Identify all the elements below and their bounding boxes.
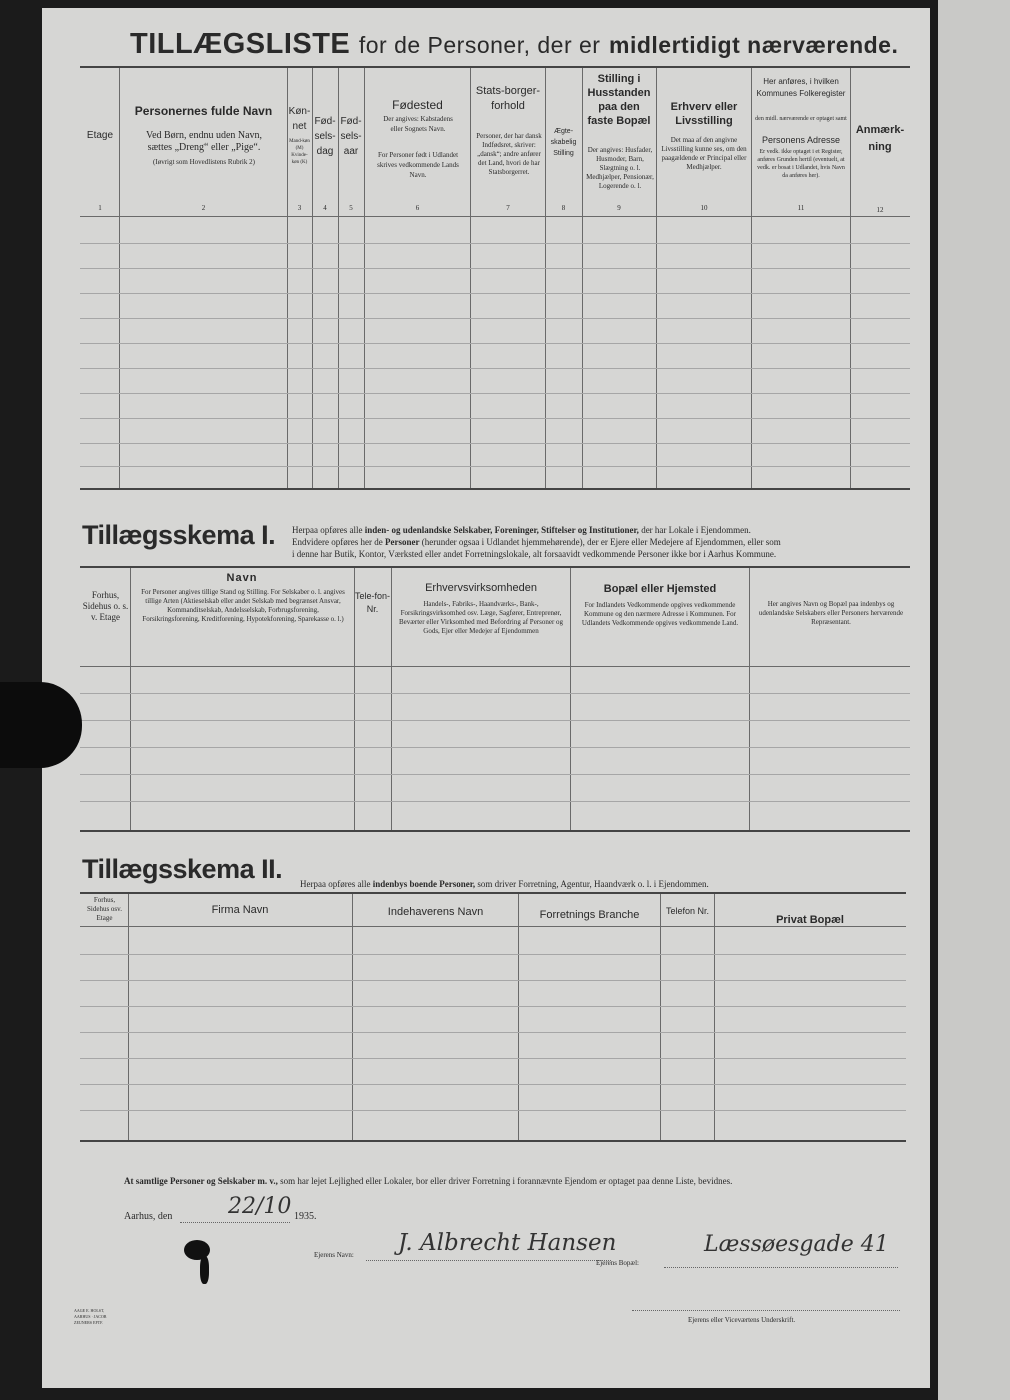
- col-12-number: 12: [876, 206, 884, 214]
- skema1-col-navn-head: Navn: [226, 572, 258, 584]
- skema2-col-telefon: Telefon Nr.: [665, 906, 710, 916]
- document-page: [42, 8, 930, 1388]
- col-name-sub: Ved Børn, endnu uden Navn, sættes „Dreng“ eller „Pige“.: [145, 130, 263, 153]
- col-4-number: 4: [323, 204, 327, 212]
- owner-address-label: Ejerens Bopæl:: [596, 1259, 639, 1267]
- col-9-number: 9: [617, 204, 621, 212]
- skema2-col-privat-bopael: Privat Bopæl: [776, 914, 844, 926]
- skema1-text-line2-bold: Personer: [384, 537, 420, 547]
- col-erhverv-sub: Det maa af den angivne Livsstilling kunne ses, om den paagældende er Principal eller Medhjælper.: [661, 136, 747, 171]
- col-10-number: 10: [700, 204, 708, 212]
- skema1-text-line2-post: (herunder ogsaa i Udlandet hjemmehørende), der er Ejere eller Medejere af Ejendommen, eller som: [419, 537, 781, 547]
- signature-label: Ejerens eller Viceværtens Underskrift.: [688, 1316, 796, 1324]
- skema1-col-bopael-head: Bopæl eller Hjemsted: [603, 583, 717, 595]
- col-statsborger-sub: Personer, der har dansk Indfødsret, skriver: „dansk“; andre anfører det Land, hvori de har Statsborgerret.: [476, 132, 542, 176]
- document-title: [130, 28, 898, 61]
- col-statsborger-head: Stats-borger-forhold: [475, 85, 541, 112]
- skema2-title: Tillægsskema II.: [82, 854, 283, 884]
- skema1-col-navn-sub: For Personer angives tillige Stand og Stilling. For Selskaber o. l. angives tillige Arten (Aktieselskab eller andet Selskab med begrænset Ansvar, Kommanditselskab, Andelsselskab, Forbrugsforening, Forsikringsforening, Kreditforening, Hypotekforening, Sparekasse o. l.): [141, 588, 345, 623]
- title-main: TILLÆGSLISTE: [130, 28, 351, 60]
- col-5-number: 5: [349, 204, 353, 212]
- footer-statement: [124, 1176, 732, 1186]
- col-fodested-sub: Der angives: Kabstadens eller Sognets Navn.: [383, 115, 453, 133]
- skema2-text-post: som driver Forretning, Agentur, Haandværk o. l. i Ejendommen.: [475, 879, 709, 889]
- col-name-note: (Iøvrigt som Hovedlistens Rubrik 2): [153, 158, 255, 166]
- skema2-col-branche: Forretnings Branche: [539, 909, 640, 921]
- footer-statement-bold: At samtlige Personer og Selskaber m. v.,: [124, 1176, 278, 1186]
- col-name-head: Personernes fulde Navn: [134, 104, 273, 118]
- col-folkeregister-head2: Personens Adresse: [761, 135, 841, 145]
- col-11-number: 11: [797, 204, 805, 212]
- col-kon-head: Køn-net: [288, 106, 311, 132]
- skema2-text: [300, 879, 709, 889]
- col-kon-sub: Mand-køn (M) Kvinde-køn (K): [289, 139, 310, 165]
- skema2-col-etage: Forhus, Sidehus osv. Etage: [87, 896, 122, 922]
- col-fodselsdag-head: Fød-sels-dag: [314, 116, 336, 157]
- date-handwritten: 22/10: [228, 1194, 292, 1219]
- owner-address-handwritten: Læssøesgade 41: [704, 1232, 889, 1257]
- skema1-col-bopael-sub: For Indlandets Vedkommende opgives vedkommende Kommune og den nærmere Adresse i Kommunen. For Udlandets Vedkommende opgives vedkommende Land.: [581, 601, 739, 627]
- skema1-text-line1-pre: Herpaa opføres alle: [292, 525, 365, 535]
- col-3-number: 3: [297, 204, 302, 212]
- col-fodested-head: Fødested: [392, 98, 443, 112]
- skema1-text-line1-bold: inden- og udenlandske Selskaber, Foreninger, Stiftelser og Institutioner,: [364, 525, 639, 535]
- skema1-text-line1: [292, 525, 751, 535]
- skema1-col-erhverv-head: Erhvervsvirksomheden: [425, 582, 537, 594]
- col-8-number: 8: [561, 204, 566, 212]
- skema1-col-erhverv-sub: Handels-, Fabriks-, Haandværks-, Bank-, Forsikringsvirksomhed osv. Læge, Sagfører, Entreprenør, Beværter eller Virksomhed med Befordring af Personer og Gods, Ejer eller Medejer af Ejendommen: [398, 600, 564, 635]
- col-folkeregister-note: Er vedk. ikke optaget i et Register, anføres Grunden hertil (eventuelt, at vedk. er bosat i Udlandet, hvis Navn da anføres her).: [757, 149, 845, 179]
- skema2-col-indehaver: Indehaverens Navn: [387, 906, 484, 918]
- skema1-text-line2: [292, 537, 781, 547]
- binder-clip: [0, 682, 82, 768]
- title-rest: for de Personer, der er: [358, 32, 601, 58]
- owner-name-label: Ejerens Navn:: [314, 1251, 354, 1259]
- skema1-title: Tillægsskema I.: [82, 520, 276, 550]
- col-folkeregister-head: Her anføres, i hvilken Kommunes Folkeregister: [756, 77, 846, 98]
- skema2-text-bold: indenbys boende Personer,: [372, 879, 476, 889]
- col-6-number: 6: [415, 204, 420, 212]
- footer-statement-rest: som har lejet Lejlighed eller Lokaler, bor eller driver Forretning i forannævnte Ejendom er optaget paa denne Liste, bevidnes.: [277, 1176, 733, 1186]
- col-anmaerkning-head: Anmærk-ning: [855, 124, 905, 153]
- col-7-number: 7: [506, 204, 510, 212]
- title-rest-bold: midlertidigt nærværende.: [609, 32, 899, 58]
- skema1-text-line3: i denne har Butik, Kontor, Værksted eller andet Forretningslokale, alt forsaavidt vedkommende Personer ikke bor i Aarhus Kommune.: [292, 549, 777, 559]
- skema1-text-line1-post: der har Lokale i Ejendommen.: [638, 525, 751, 535]
- adjacent-page-edge: [938, 0, 1010, 1400]
- col-husstand-head: Stilling i Husstanden paa den faste Bopæl: [587, 73, 651, 127]
- col-1-number: 1: [98, 204, 102, 212]
- col-fodselsaar-head: Fød-sels-aar: [340, 116, 362, 157]
- col-fodested-note: For Personer født i Udlandet skrives vedkommende Lands Navn.: [377, 151, 459, 179]
- col-folkeregister-sub: den midl. nærværende er optaget samt: [755, 116, 847, 122]
- col-2-number: 2: [201, 204, 206, 212]
- owner-name-handwritten: J. Albrecht Hansen: [398, 1230, 617, 1256]
- place-date-label: Aarhus, den: [124, 1211, 173, 1222]
- skema1-col-telefon: Tele-fon-Nr.: [355, 591, 391, 614]
- col-etage-head: Etage: [86, 130, 114, 141]
- skema1-text-line2-pre: Endvidere opføres her de: [292, 537, 385, 547]
- printer-imprint: AAGE E. HOLST, AARHUS · JACOB ZEUNERS EFTF.: [74, 1308, 107, 1325]
- skema1-col-repraesentant: Her angives Navn og Bopæl paa indenbys og udenlandske Selskabers eller Personers herværende Repræsentant.: [758, 600, 904, 626]
- col-husstand-sub: Der angives: Husfader, Husmoder, Barn, Slægtning o. l. Medhjælper, Pensionær, Logerende o. l.: [586, 146, 654, 190]
- skema2-text-pre: Herpaa opføres alle: [300, 879, 373, 889]
- col-aegteskab-head: Ægte-skabelig Stilling: [550, 128, 577, 157]
- col-erhverv-head: Erhverv eller Livsstilling: [670, 101, 738, 127]
- skema1-col-etage: Forhus, Sidehus o. s. v. Etage: [82, 590, 129, 622]
- skema2-col-firma: Firma Navn: [211, 904, 269, 916]
- ink-blot-drip: [200, 1256, 209, 1284]
- year-label: 1935.: [294, 1211, 317, 1222]
